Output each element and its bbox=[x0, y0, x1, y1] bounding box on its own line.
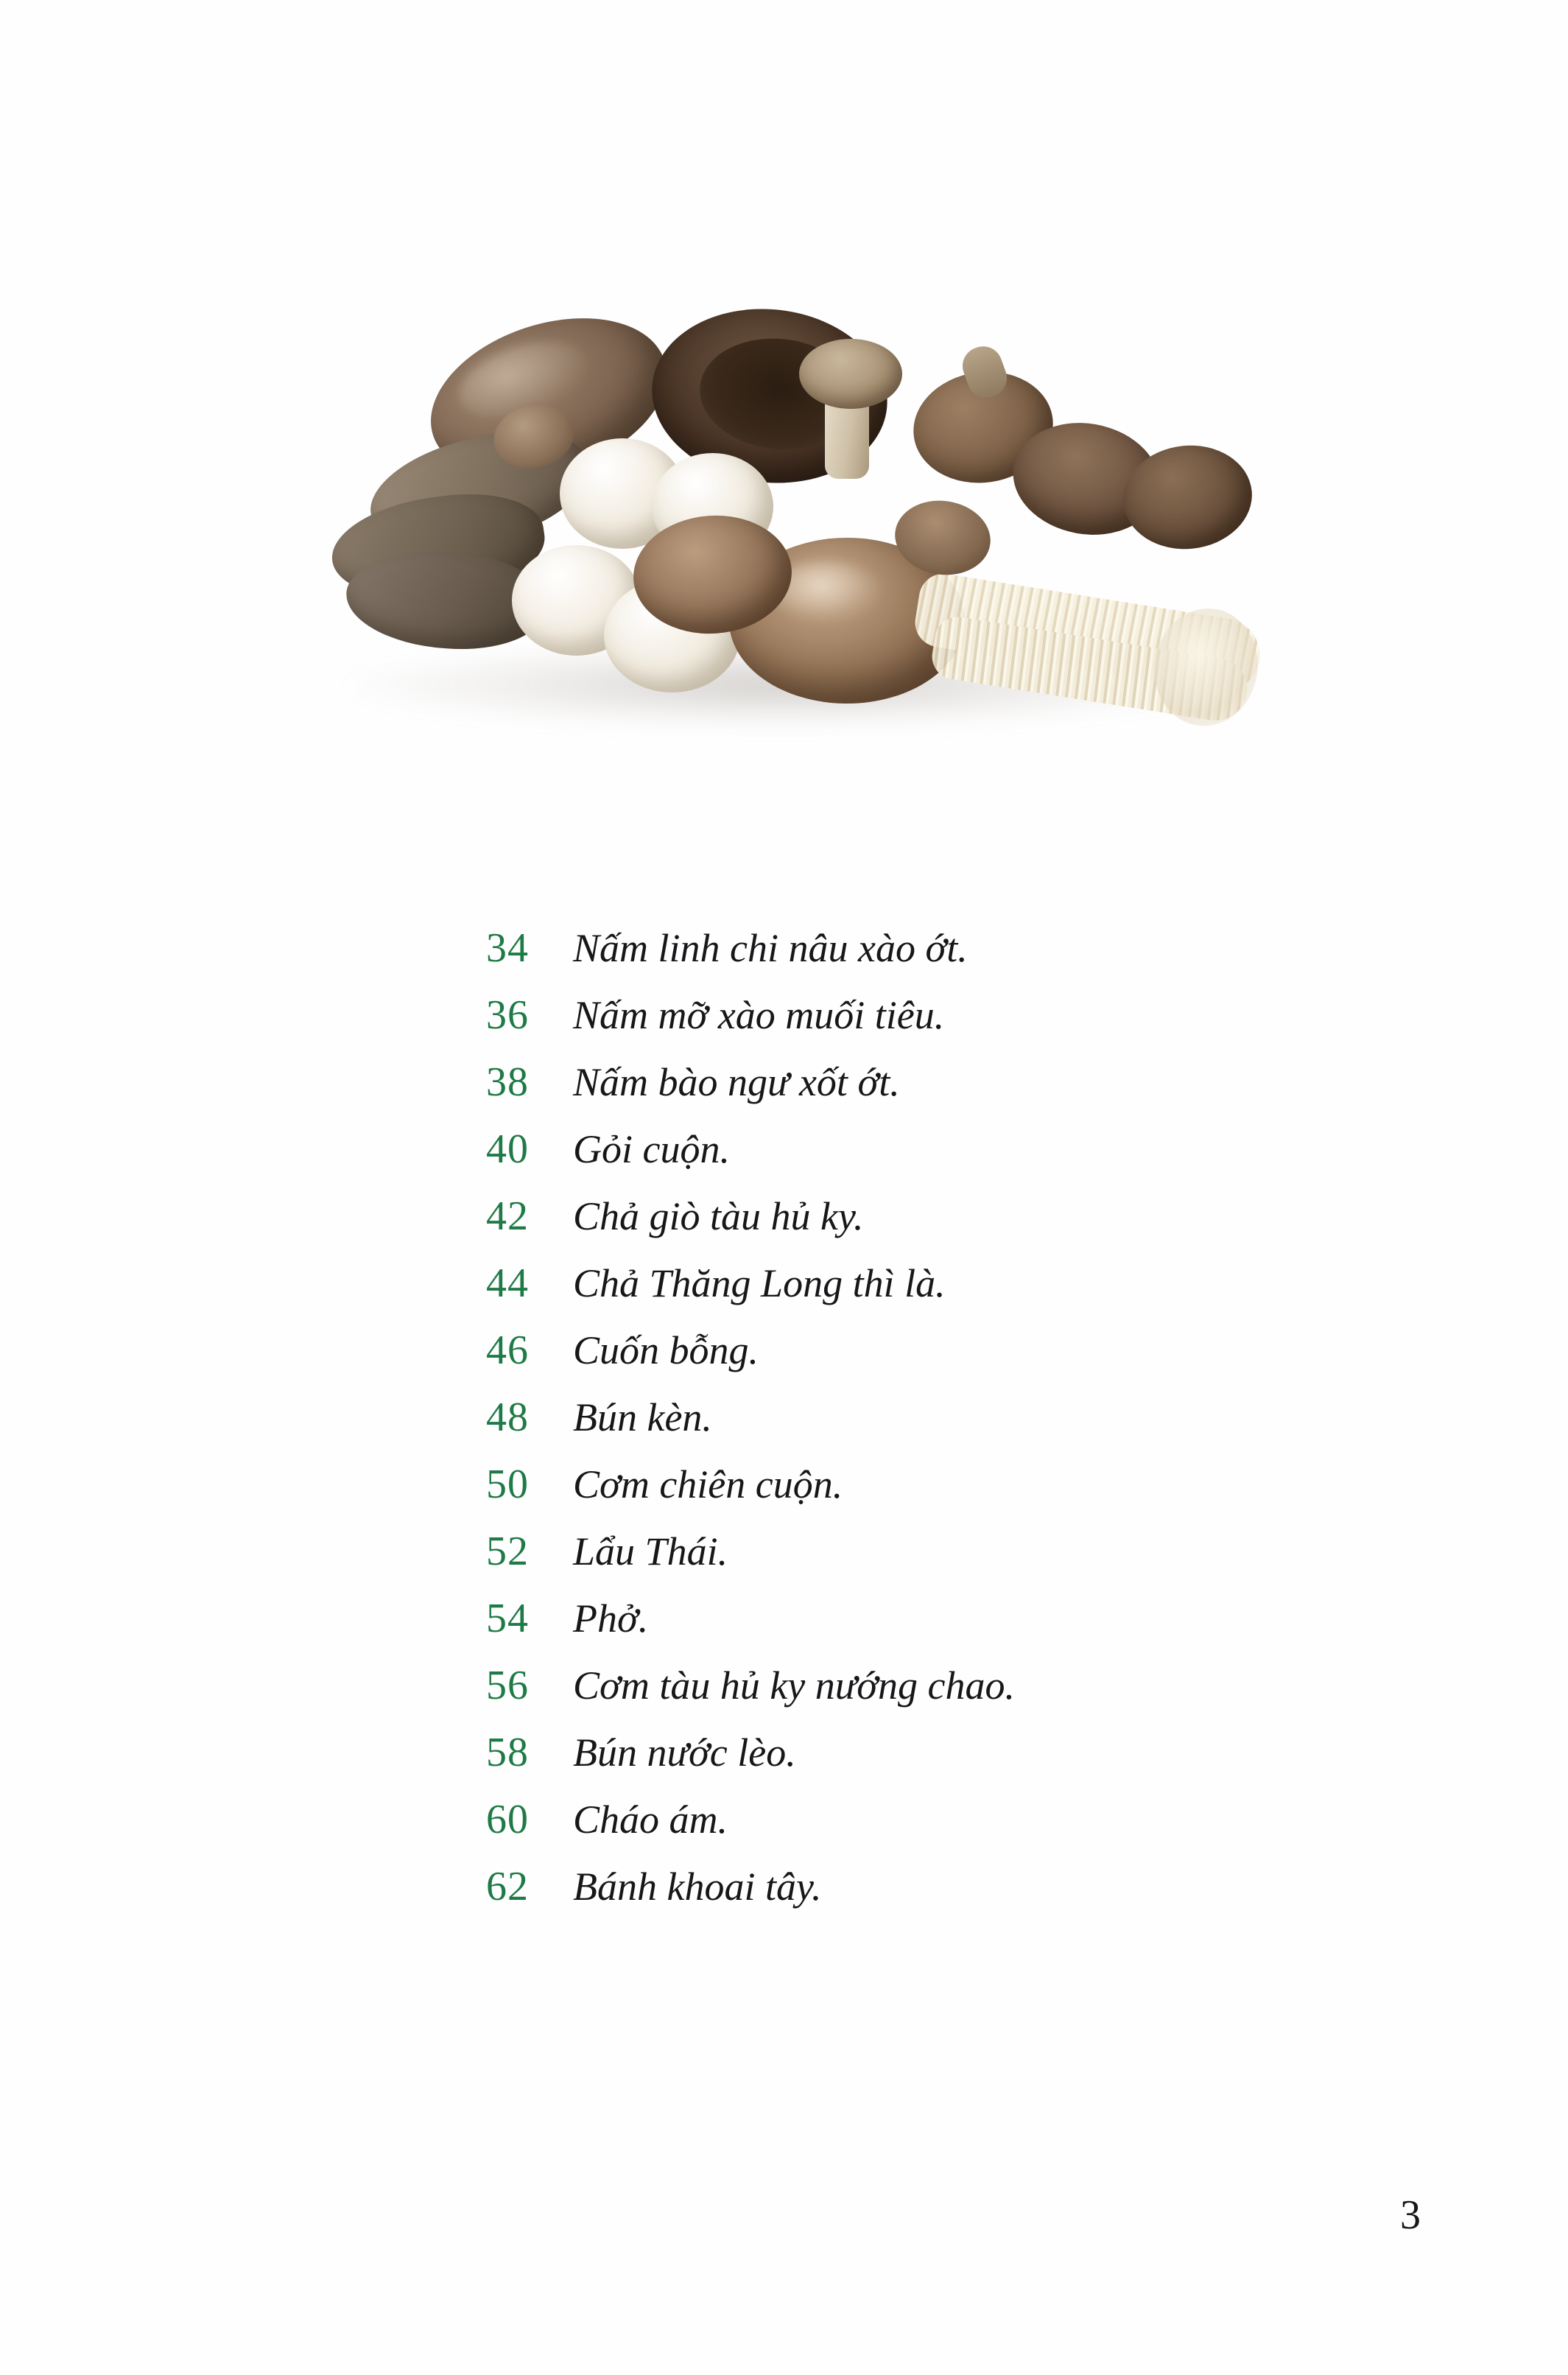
toc-page-number: 40 bbox=[486, 1126, 529, 1172]
toc-entry-title: Cuốn bỗng. bbox=[573, 1328, 759, 1372]
toc-entry[interactable] bbox=[486, 1394, 1370, 1461]
toc-entry-title: Phở. bbox=[573, 1596, 649, 1641]
toc-entry[interactable] bbox=[486, 992, 1370, 1059]
toc-page-number: 36 bbox=[486, 992, 529, 1038]
toc-page-number: 50 bbox=[486, 1462, 529, 1507]
toc-entry-title: Nấm bào ngư xốt ớt. bbox=[573, 1060, 900, 1104]
toc-entry[interactable] bbox=[486, 1796, 1370, 1863]
toc-page-number: 42 bbox=[486, 1193, 529, 1239]
toc-entry-title: Nấm mỡ xào muối tiêu. bbox=[573, 993, 945, 1037]
toc-entry-title: Chả Thăng Long thì là. bbox=[573, 1261, 946, 1305]
toc-page-number: 60 bbox=[486, 1797, 529, 1842]
toc-page-number: 38 bbox=[486, 1059, 529, 1105]
toc-entry[interactable] bbox=[486, 1729, 1370, 1796]
toc-entry[interactable] bbox=[486, 1126, 1370, 1193]
toc-entry[interactable] bbox=[486, 1662, 1370, 1729]
toc-entry[interactable] bbox=[486, 925, 1370, 992]
toc-entry-title: Bún nước lèo. bbox=[573, 1730, 796, 1775]
toc-entry[interactable] bbox=[486, 1863, 1370, 1930]
toc-page-number: 62 bbox=[486, 1864, 529, 1909]
toc-entry[interactable] bbox=[486, 1461, 1370, 1528]
toc-page-number: 48 bbox=[486, 1395, 529, 1440]
toc-entry-title: Nấm linh chi nâu xào ớt. bbox=[573, 926, 968, 970]
toc-page-number: 46 bbox=[486, 1327, 529, 1373]
toc-page-number: 54 bbox=[486, 1596, 529, 1641]
toc-entry-title: Chả giò tàu hủ ky. bbox=[573, 1194, 864, 1238]
toc-entry-title: Cơm tàu hủ ky nướng chao. bbox=[573, 1663, 1016, 1708]
toc-entry[interactable] bbox=[486, 1193, 1370, 1260]
toc-page-number: 56 bbox=[486, 1663, 529, 1708]
toc-entry-title: Lẩu Thái. bbox=[573, 1529, 728, 1574]
toc-entry[interactable] bbox=[486, 1327, 1370, 1394]
toc-entry-title: Bánh khoai tây. bbox=[573, 1864, 822, 1909]
page-folio: 3 bbox=[1400, 2192, 1421, 2238]
toc-entry-title: Cơm chiên cuộn. bbox=[573, 1462, 843, 1506]
toc-page-number: 58 bbox=[486, 1730, 529, 1775]
toc-entry-title: Cháo ám. bbox=[573, 1797, 728, 1842]
toc-page-number: 44 bbox=[486, 1260, 529, 1306]
mushrooms-photo bbox=[317, 295, 1289, 773]
toc-entry[interactable] bbox=[486, 1260, 1370, 1327]
toc-entry[interactable] bbox=[486, 1528, 1370, 1595]
toc-page-number: 34 bbox=[486, 925, 529, 971]
toc-entry[interactable] bbox=[486, 1059, 1370, 1126]
toc-entry[interactable] bbox=[486, 1595, 1370, 1662]
toc-page-number: 52 bbox=[486, 1529, 529, 1574]
toc-entry-title: Bún kèn. bbox=[573, 1395, 712, 1439]
toc-entry-title: Gỏi cuộn. bbox=[573, 1127, 730, 1171]
table-of-contents bbox=[486, 925, 1370, 1930]
photo-canvas bbox=[317, 295, 1289, 773]
standing-mushroom-cap bbox=[799, 339, 902, 409]
